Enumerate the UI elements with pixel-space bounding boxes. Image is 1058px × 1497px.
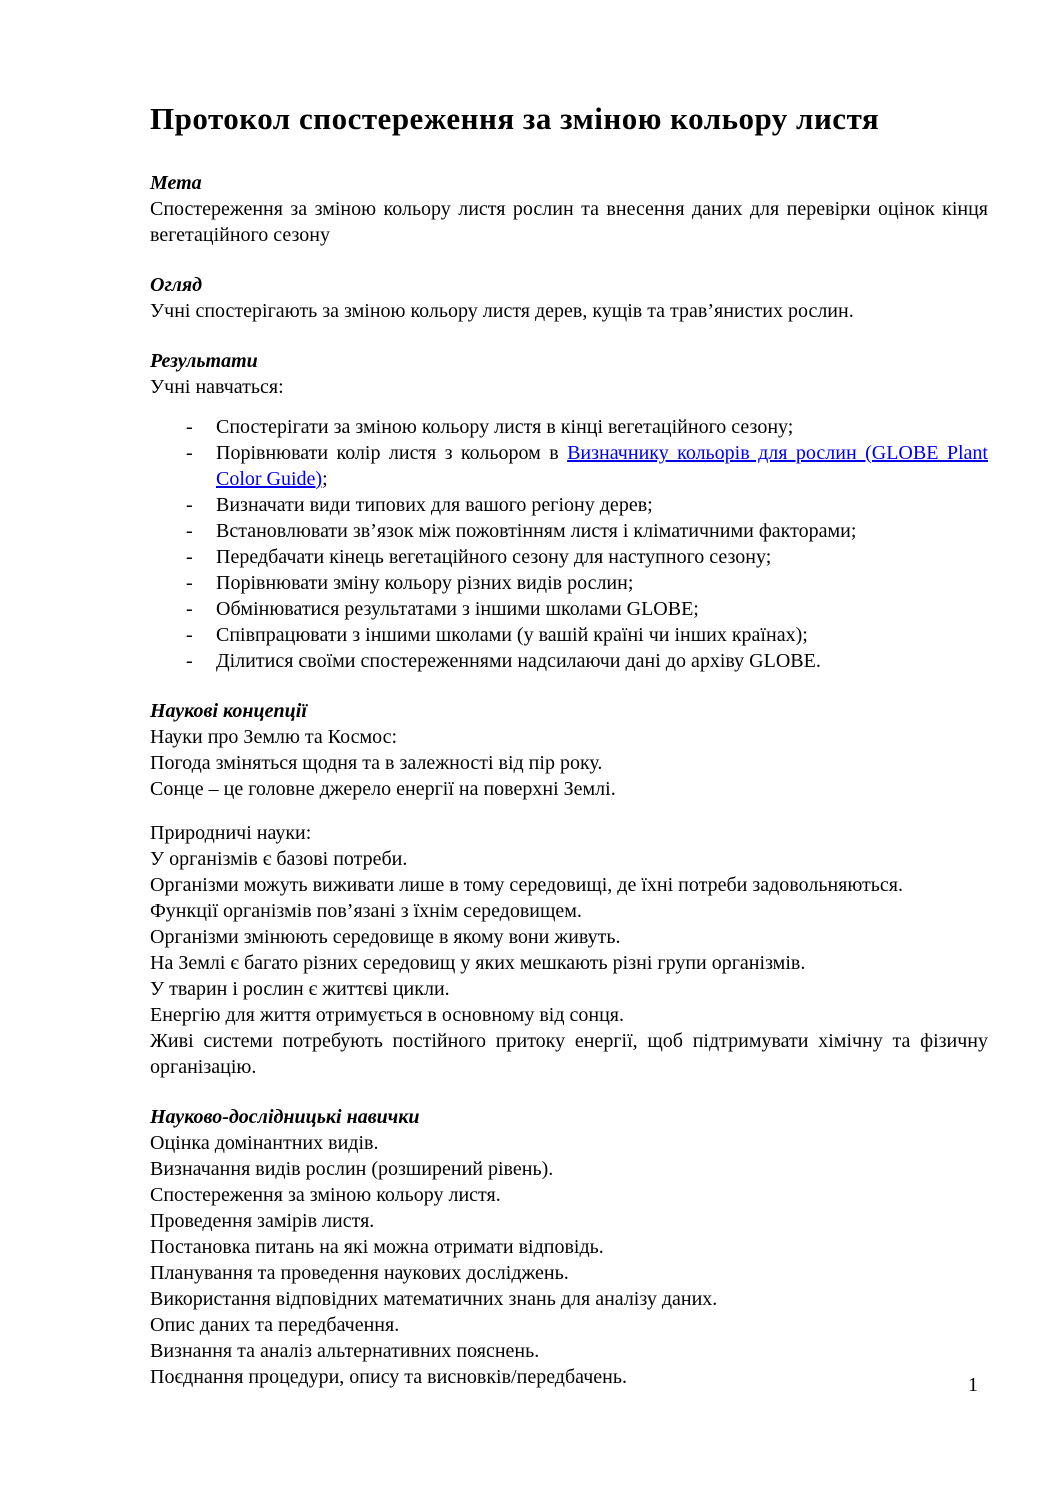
list-item bbox=[150, 440, 988, 492]
bullet-marker: - bbox=[186, 442, 193, 464]
meta-body: Спостереження за зміною кольору листя рослин та внесення даних для перевірки оцінок кінця вегетаційного сезону bbox=[150, 198, 988, 246]
text-line: Спостереження за зміною кольору листя. bbox=[150, 1184, 501, 1206]
earth-space-lines bbox=[150, 724, 988, 802]
bullet-text-prefix: Порівнювати колір листя з кольором в bbox=[216, 442, 568, 464]
text-line: На Землі є багато різних середовищ у яких мешкають різні групи організмів. bbox=[150, 952, 806, 974]
text-line: Постановка питань на які можна отримати відповідь. bbox=[150, 1236, 604, 1258]
bullet-text bbox=[216, 492, 988, 518]
bullet-text-suffix: ; bbox=[322, 468, 328, 490]
bullet-marker: - bbox=[186, 572, 193, 594]
list-item bbox=[150, 492, 988, 518]
list-item bbox=[150, 622, 988, 648]
list-item bbox=[150, 596, 988, 622]
bullet-text-plain: Ділитися своїми спостереженнями надсилаючи дані до архіву GLOBE. bbox=[216, 650, 821, 672]
text-line: Погода зміняться щодня та в залежності від пір року. bbox=[150, 752, 603, 774]
bullet-marker: - bbox=[186, 650, 193, 672]
text-line: Функції організмів пов’язані з їхнім середовищем. bbox=[150, 900, 582, 922]
bullet-marker: - bbox=[186, 546, 193, 568]
text-line: Поєднання процедури, опису та висновків/передбачень. bbox=[150, 1366, 627, 1388]
text-line: Природничі науки: bbox=[150, 822, 312, 844]
bullet-text bbox=[216, 440, 988, 492]
bullet-marker: - bbox=[186, 598, 193, 620]
bullet-text bbox=[216, 518, 988, 544]
text-line: Використання відповідних математичних знань для аналізу даних. bbox=[150, 1288, 718, 1310]
section-science-concepts bbox=[150, 698, 988, 1080]
meta-heading: Мета bbox=[150, 172, 202, 194]
section-results bbox=[150, 348, 988, 674]
text-line: Проведення замірів листя. bbox=[150, 1210, 375, 1232]
text-line: Організми можуть виживати лише в тому середовищі, де їхні потреби задовольняються. bbox=[150, 874, 903, 896]
bullet-text-plain: Передбачати кінець вегетаційного сезону для наступного сезону; bbox=[216, 546, 772, 568]
list-item bbox=[150, 544, 988, 570]
bullet-text bbox=[216, 622, 988, 648]
research-skills-lines bbox=[150, 1130, 988, 1390]
bullet-text bbox=[216, 544, 988, 570]
text-line: Науки про Землю та Космос: bbox=[150, 726, 398, 748]
plant-color-guide-link[interactable]: Визначнику кольорів для рослин (GLOBE Plant Color Guide) bbox=[216, 442, 988, 490]
results-bullet-list bbox=[150, 414, 988, 674]
list-item bbox=[150, 414, 988, 440]
bullet-marker: - bbox=[186, 494, 193, 516]
bullet-text-plain: Порівнювати зміну кольору різних видів рослин; bbox=[216, 572, 634, 594]
bullet-text-plain: Встановлювати зв’язок між пожовтінням листя і кліматичними факторами; bbox=[216, 520, 857, 542]
list-item bbox=[150, 518, 988, 544]
section-meta bbox=[150, 170, 988, 248]
text-line: Сонце – це головне джерело енергії на поверхні Землі. bbox=[150, 778, 616, 800]
text-line: Живі системи потребують постійного притоку енергії, щоб підтримувати хімічну та фізичну організацію. bbox=[150, 1030, 988, 1078]
text-line: У організмів є базові потреби. bbox=[150, 848, 408, 870]
text-line: Визнання та аналіз альтернативних пояснень. bbox=[150, 1340, 540, 1362]
section-overview bbox=[150, 272, 988, 324]
text-line: Енергію для життя отримується в основному від сонця. bbox=[150, 1004, 624, 1026]
life-science-lines bbox=[150, 820, 988, 1080]
results-intro: Учні навчаться: bbox=[150, 376, 284, 398]
section-research-skills bbox=[150, 1104, 988, 1390]
text-line: Організми змінюють середовище в якому вони живуть. bbox=[150, 926, 621, 948]
page-title: Протокол спостереження за зміною кольору листя bbox=[150, 101, 880, 136]
list-item bbox=[150, 570, 988, 596]
bullet-text-plain: Обмінюватися результатами з іншими школами GLOBE; bbox=[216, 598, 699, 620]
bullet-marker: - bbox=[186, 416, 193, 438]
bullet-text bbox=[216, 570, 988, 596]
overview-body: Учні спостерігають за зміною кольору листя дерев, кущів та трав’янистих рослин. bbox=[150, 300, 854, 322]
page-number: 1 bbox=[968, 1374, 978, 1396]
results-heading: Результати bbox=[150, 350, 258, 372]
research-skills-heading: Науково-дослідницькі навички bbox=[150, 1106, 420, 1128]
bullet-text-plain: Спостерігати за зміною кольору листя в кінці вегетаційного сезону; bbox=[216, 416, 794, 438]
text-line: Планування та проведення наукових досліджень. bbox=[150, 1262, 569, 1284]
science-concepts-heading: Наукові концепції bbox=[150, 700, 307, 722]
list-item bbox=[150, 648, 988, 674]
bullet-marker: - bbox=[186, 624, 193, 646]
bullet-text bbox=[216, 596, 988, 622]
text-line: Визначання видів рослин (розширений рівень). bbox=[150, 1158, 554, 1180]
bullet-text bbox=[216, 414, 988, 440]
overview-heading: Огляд bbox=[150, 274, 203, 296]
text-line: У тварин і рослин є життєві цикли. bbox=[150, 978, 450, 1000]
bullet-marker: - bbox=[186, 520, 193, 542]
bullet-text-plain: Співпрацювати з іншими школами (у вашій країні чи інших країнах); bbox=[216, 624, 808, 646]
text-line: Опис даних та передбачення. bbox=[150, 1314, 400, 1336]
text-line: Оцінка домінантних видів. bbox=[150, 1132, 379, 1154]
bullet-text bbox=[216, 648, 988, 674]
bullet-text-plain: Визначати види типових для вашого регіону дерев; bbox=[216, 494, 653, 516]
